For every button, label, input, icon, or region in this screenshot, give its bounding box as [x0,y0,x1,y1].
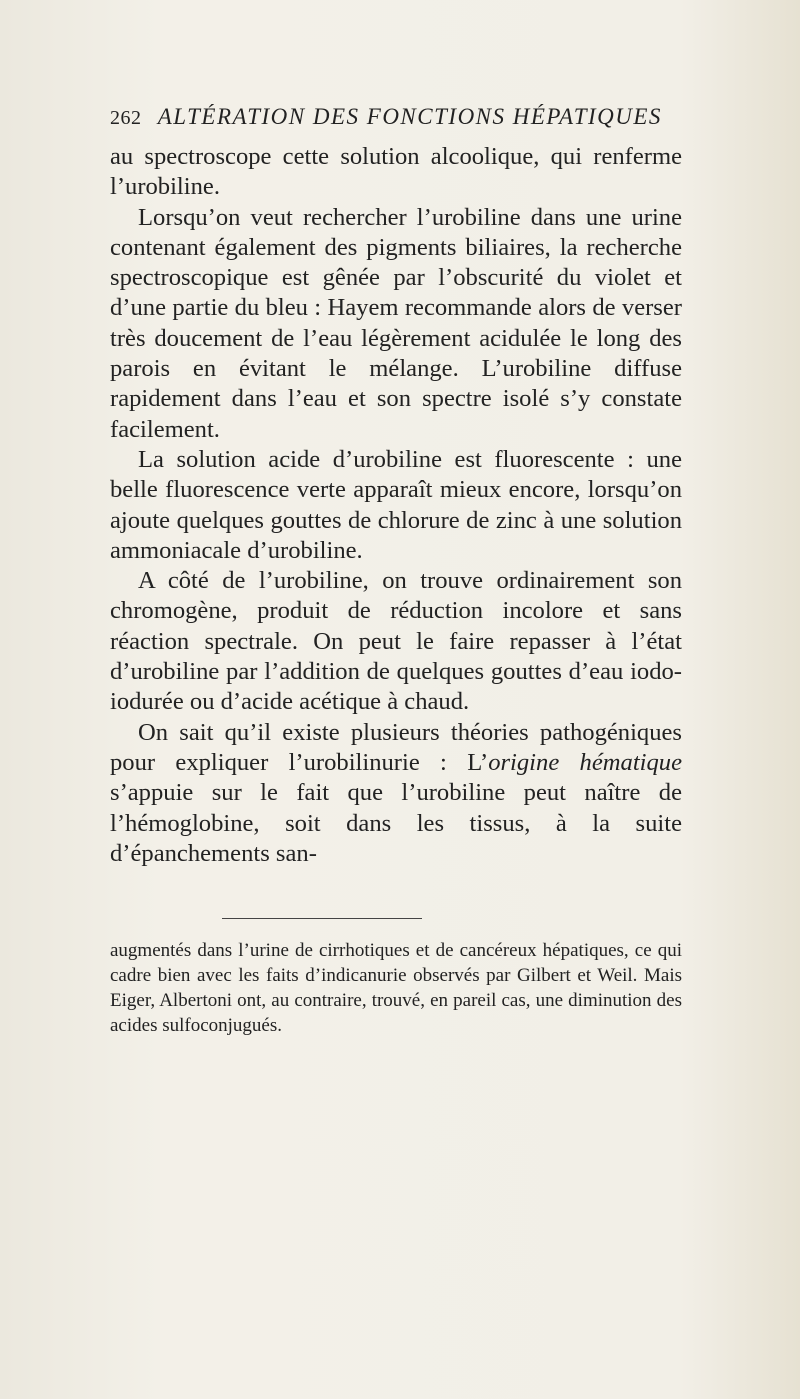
paragraph-5-start: On sait qu’il existe plusieurs théories pathogéniques pour expliquer l’urobilinurie : [110,718,682,776]
paragraph-5-italic: origine hématique [488,748,682,776]
paragraph-1: au spectroscope cette solution alcoolique, qui renferme l’urobiline. [110,143,682,201]
page-number: 262 [110,107,142,129]
paragraph-5-rest: s’appuie sur le fait que l’urobiline peut naître de l’hémoglobine, soit dans les tissus, à la suite d’épanchements san- [110,779,682,867]
paragraph-5-article: L’ [467,748,489,776]
footnote-text: augmentés dans l’urine de cirrhotiques et de cancéreux hépatiques, ce qui cadre bien avec les faits d’indicanurie observés par Gilbert et Weil. Mais Eiger, Albertoni ont, au contraire, trouvé, en pareil cas, une diminution des acides sulfoconjugués. [110,940,682,1036]
running-header [110,104,710,130]
footnote [110,938,682,1038]
footnote-rule [222,918,422,919]
paragraph-3: La solution acide d’urobiline est fluorescente : une belle fluorescence verte apparaît mieux encore, lorsqu’on ajoute quelques gouttes de chlorure de zinc à une solution ammoniacale d’urobiline. [110,445,682,564]
paragraph-2: Lorsqu’on veut rechercher l’urobiline dans une urine contenant également des pigments biliaires, la recherche spectroscopique est gênée par l’obscurité du violet et d’une partie du bleu : Hayem recommande alors de verser très doucement de l’eau légèrement acidulée le long des parois en évitant le mélange. L’urobiline diffuse rapidement dans l’eau et son spectre isolé s’y constate facilement. [110,203,682,443]
paragraph-4: A côté de l’urobiline, on trouve ordinairement son chromogène, produit de réduction incolore et sans réaction spectrale. On peut le faire repasser à l’état d’urobiline par l’addition de quelques gouttes d’eau iodo-iodurée ou d’acide acétique à chaud. [110,567,682,716]
body-text [110,142,682,869]
running-title: ALTÉRATION DES FONCTIONS HÉPATIQUES [157,104,662,129]
paragraph-5 [110,718,682,869]
